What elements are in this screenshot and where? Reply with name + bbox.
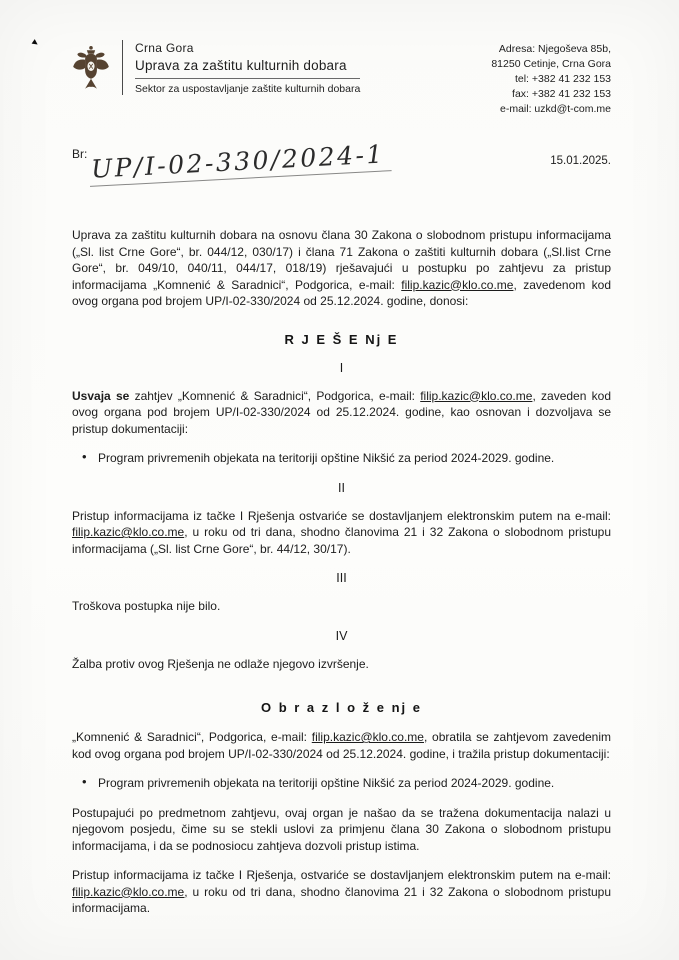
contact-address-line2: 81250 Cetinje, Crna Gora [491,58,611,70]
contact-block [491,40,611,117]
bullet-icon: • [82,449,87,464]
coat-of-arms-icon [72,42,112,94]
bullet-text: Program privremenih objekata na teritoriji opštine Nikšić za period 2024-2029. godine. [98,451,555,465]
country-name: Crna Gora [135,41,194,55]
rationale-1-text: „Komnenić & Saradnici“, Podgorica, e-mail: [72,730,312,744]
section-2-paragraph [72,508,611,558]
bullet-icon: • [82,774,87,789]
bold-lead: Usvaja se [72,388,130,403]
section-4-paragraph: Žalba protiv ovog Rješenja ne odlaže njegovo izvršenje. [72,656,369,671]
contact-email: e-mail: uzkd@t-com.me [499,103,611,115]
rationale-paragraph-3 [72,867,611,917]
document-date: 15.01.2025. [550,155,611,167]
letterhead [72,40,611,117]
section-1-bullet-item [72,450,611,467]
email-link: filip.kazic@klo.co.me [72,525,185,539]
letterhead-left [72,40,360,95]
bullet-text: Program privremenih objekata na teritoriji opštine Nikšić za period 2024-2029. godine. [98,776,555,790]
rationale-bullet-item [72,775,611,792]
intro-text-after: , zavedenom kod ovog organa pod brojem UP/I-02-330/2024 od 25.12.2024. godine, donosi: [72,277,611,308]
contact-tel: tel: +382 41 232 153 [514,73,611,85]
section-3-paragraph: Troškova postupka nije bilo. [72,599,221,613]
decision-title: R J E Š E Nj E [284,331,399,347]
section-3-numeral: III [336,571,347,585]
rationale-paragraph-2: Postupajući po predmetnom zahtjevu, ovaj organ je našao da se tražena dokumentacija nalazi u njegovom posjedu, čime su se stekli uslovi za primjenu člana 30 Zakona o slobodnom pristupu informacijama, i da se podnosiocu zahtjeva dozvoli pristup istima. [72,805,611,853]
email-link: filip.kazic@klo.co.me, [72,884,188,899]
section-4-numeral: IV [335,628,348,643]
section-1-paragraph [72,388,611,438]
section-1-text: zahtjev „Komnenić & Saradnici“, Podgorica, e-mail: [129,388,421,403]
rationale-paragraph-1 [72,729,611,762]
section-1-text-after: , zaveden kod ovog organa pod brojem UP/I-02-330/2024 od 25.12.2024. godine, kao osnovan i dozvoljava se pristup dokumentaciji: [72,388,611,436]
contact-address-line1: Adresa: Njegoševa 85b, [498,43,611,55]
org-name: Uprava za zaštitu kulturnih dobara [135,58,360,79]
reference-label: Br: [72,147,88,161]
intro-text: Uprava za zaštitu kulturnih dobara na osnovu člana 30 Zakona o slobodnom pristupu informacijama („Sl. list Crne Gore“, br. 044/12, 030/17) i člana 71 Zakona o zaštiti kulturnih dobara („Sl.list Crne Gore“, br. 049/10, 040/11, 044/17, 018/19) rješavajući u postupku po zahtjevu za pristup informacijama „Komnenić & Saradnici“, Podgorica, e-mail: [72,228,611,292]
rationale-3-text-after: u roku od tri dana, shodno članovima 21 i 32 Zakona o slobodnom pristupu informacijama. [72,884,611,915]
rationale-1-text-after: , obratila se zahtjevom zavedenim kod ovog organa pod brojem UP/I-02-330/2024 od 25.12.2024. godine, i tražila pristup dokumentaciji: [72,730,611,761]
section-2-text: Pristup informacijama iz tačke I Rješenja ostvariće se dostavljanjem elektronskim putem na e-mail: [72,508,611,523]
org-block [122,40,360,95]
document-body [72,227,611,917]
scan-mark-icon: ▸ [29,36,42,50]
reference-row [72,139,611,187]
intro-paragraph [72,227,611,310]
contact-fax: fax: +382 41 232 153 [512,88,611,100]
reference-number-group [72,139,391,184]
rationale-3-text: Pristup informacijama iz tačke I Rješenja, ostvariće se dostavljanjem elektronskim putem na e-mail: [72,868,611,882]
email-link: filip.kazic@klo.co.me [401,277,514,292]
email-link: filip.kazic@klo.co.me [311,730,424,744]
section-2-text-after: , u roku od tri dana, shodno članovima 21 i 32 Zakona o slobodnom pristupu informacijama („Sl. list Crne Gore“, br. 44/12, 30/17). [72,525,611,556]
email-link: filip.kazic@klo.co.me [420,388,533,403]
section-1-numeral: I [339,360,344,375]
section-2-numeral: II [338,480,345,495]
org-sector: Sektor za uspostavljanje zaštite kulturnih dobara [135,83,361,95]
handwritten-reference-number: UP/I-02-330/2024-1 [89,139,392,187]
rationale-title: O b r a z l o ž e nj e [260,700,423,715]
